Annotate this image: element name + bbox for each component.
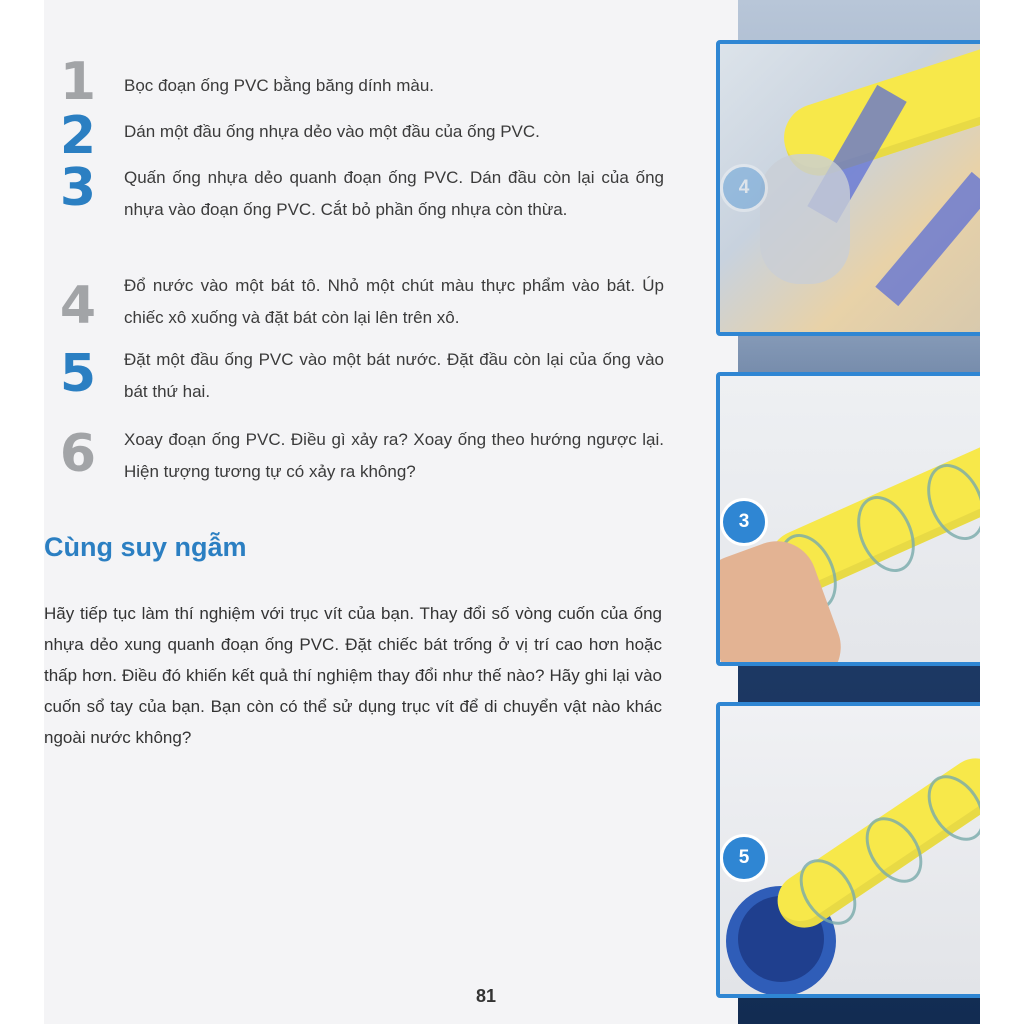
step-text: Đổ nước vào một bát tô. Nhỏ một chút màu thực phẩm vào bát. Úp chiếc xô xuống và đặt bát còn lại lên trên xô. (124, 276, 664, 327)
foil-wrap (760, 154, 850, 284)
step-number: 4 (59, 276, 97, 336)
book-page (44, 0, 980, 1024)
step-text: Quấn ống nhựa dẻo quanh đoạn ống PVC. Dán đầu còn lại của ống nhựa vào đoạn ống PVC. Cắt bỏ phần ống nhựa còn thừa. (124, 168, 664, 219)
step-text: Xoay đoạn ống PVC. Điều gì xảy ra? Xoay ống theo hướng ngược lại. Hiện tượng tương tự có xảy ra không? (124, 430, 664, 481)
step-text: Đặt một đầu ống PVC vào một bát nước. Đặt đầu còn lại của ống vào bát thứ hai. (124, 350, 664, 401)
step-text: Dán một đầu ống nhựa dẻo vào một đầu của ống PVC. (124, 122, 540, 141)
colored-tape (875, 172, 980, 306)
photo-badge: 5 (720, 834, 768, 882)
step-number: 3 (59, 158, 97, 218)
step-number: 1 (59, 52, 97, 112)
page-number: 81 (476, 986, 497, 1006)
photo-badge: 4 (720, 164, 768, 212)
step-number: 5 (59, 344, 97, 404)
section-paragraph: Hãy tiếp tục làm thí nghiệm với trục vít của bạn. Thay đổi số vòng cuốn của ống nhựa dẻo xung quanh đoạn ống PVC. Đặt chiếc bát trống ở vị trí cao hơn hoặc thấp hơn. Điều đó khiến kết quả thí nghiệm thay đổi như thế nào? Hãy ghi lại vào cuốn sổ tay của bạn. Bạn còn có thể sử dụng trục vít để di chuyển vật nào khác ngoài nước không? (44, 604, 662, 747)
section-heading: Cùng suy ngẫm (44, 532, 247, 562)
step-text: Bọc đoạn ống PVC bằng băng dính màu. (124, 76, 435, 95)
step-number: 2 (59, 106, 97, 166)
photo-badge: 3 (720, 498, 768, 546)
step-number: 6 (59, 424, 97, 484)
